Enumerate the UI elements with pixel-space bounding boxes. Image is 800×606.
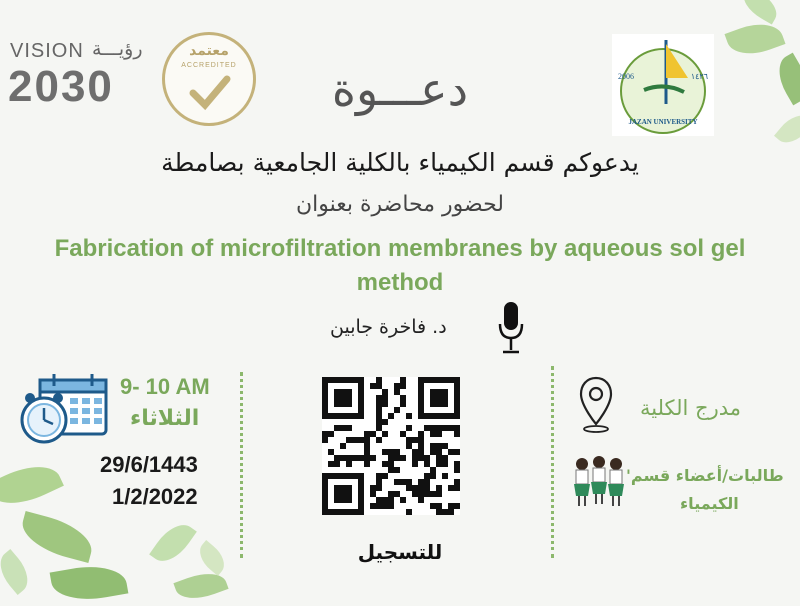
divider-right	[551, 366, 554, 558]
audience-line2: الكيمياء	[680, 494, 739, 513]
registration-qr-code[interactable]	[322, 377, 460, 515]
venue-name: مدرج الكلية	[640, 396, 742, 420]
event-day: الثلاثاء	[130, 406, 200, 431]
location-pin-icon	[579, 376, 613, 434]
microphone-icon	[498, 300, 524, 356]
vision-2030-logo: VISION رؤيـــة 2030	[8, 38, 143, 111]
divider-left	[240, 372, 243, 558]
lecture-title	[0, 232, 800, 300]
calendar-clock-icon	[18, 374, 110, 446]
registration-label: للتسجيل	[357, 540, 443, 564]
event-date-gregorian: 1/2/2022	[112, 484, 198, 509]
accredited-badge: معتمد ACCREDITED	[162, 32, 256, 126]
invitation-subline: لحضور محاضرة بعنوان	[295, 192, 504, 217]
lecture-title-line1: Fabrication of microfiltration membranes by aqueous sol gel	[54, 235, 746, 262]
event-time: 9- 10 AM	[120, 374, 210, 399]
audience-line1: طالبات/أعضاء قسم'	[626, 466, 784, 485]
students-icon	[570, 452, 628, 510]
event-date-hijri: 29/6/1443	[100, 452, 198, 477]
invitation-title: دعـــوة	[331, 62, 469, 116]
speaker-name: د. فاخرة جابين	[330, 316, 447, 338]
jazan-university-logo: 2006 ١٤٢٦ JAZAN UNIVERSITY	[612, 34, 714, 136]
invitation-line: يدعوكم قسم الكيمياء بالكلية الجامعية بصامطة	[161, 148, 639, 177]
lecture-title-line2: method	[356, 269, 444, 296]
